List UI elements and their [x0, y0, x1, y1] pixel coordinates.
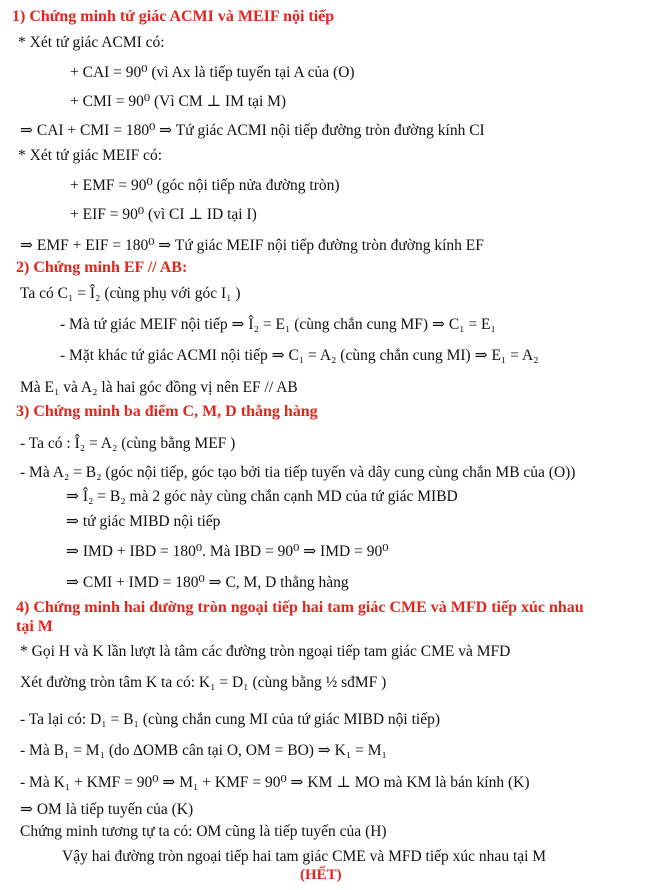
- text-line: * Xét tứ giác MEIF có:: [18, 147, 162, 164]
- section-3-heading: 3) Chứng minh ba điểm C, M, D thẳng hàng: [16, 403, 318, 420]
- text-line: Ta có C₁ = Î₂ (cùng phụ với góc I₁ ): [20, 285, 241, 302]
- section-1-heading: 1) Chứng minh tứ giác ACMI và MEIF nội tiếp: [12, 8, 335, 25]
- text-line: ⇒ CAI + CMI = 180⁰ ⇒ Tứ giác ACMI nội tiếp đường tròn đường kính CI: [20, 122, 485, 139]
- text-line: * Gọi H và K lần lượt là tâm các đường tròn ngoại tiếp tam giác CME và MFD: [20, 643, 511, 660]
- end-marker: (HẾT): [300, 867, 342, 883]
- text-line: + EMF = 90⁰ (góc nội tiếp nửa đường tròn): [70, 177, 340, 194]
- text-line: - Ta có : Î₂ = A₂ (cùng bằng MEF ): [20, 435, 236, 452]
- text-line: ⇒ tứ giác MIBD nội tiếp: [66, 513, 221, 530]
- text-line: ⇒ Î₂ = B₂ mà 2 góc này cùng chắn cạnh MD của tứ giác MIBD: [66, 488, 458, 505]
- text-line: * Xét tứ giác ACMI có:: [18, 34, 165, 51]
- conclusion-line: Vậy hai đường tròn ngoại tiếp hai tam giác CME và MFD tiếp xúc nhau tại M: [62, 848, 547, 865]
- text-line: ⇒ CMI + IMD = 180⁰ ⇒ C, M, D thẳng hàng: [66, 574, 349, 591]
- text-line: ⇒ IMD + IBD = 180⁰. Mà IBD = 90⁰ ⇒ IMD = 90⁰: [66, 543, 389, 560]
- text-line: ⇒ EMF + EIF = 180⁰ ⇒ Tứ giác MEIF nội tiếp đường tròn đường kính EF: [20, 237, 484, 254]
- section-4-heading: 4) Chứng minh hai đường tròn ngoại tiếp hai tam giác CME và MFD tiếp xúc nhau: [16, 599, 584, 616]
- text-line: - Mà K₁ + KMF = 90⁰ ⇒ M₁ + KMF = 90⁰ ⇒ KM ⊥ MO mà KM là bán kính (K): [20, 774, 530, 791]
- text-line: Xét đường tròn tâm K ta có: K₁ = D₁ (cùng bằng ½ sđMF ): [20, 674, 387, 691]
- text-line: - Mà B₁ = M₁ (do ∆OMB cân tại O, OM = BO) ⇒ K₁ = M₁: [20, 742, 387, 759]
- text-line: + CAI = 90⁰ (vì Ax là tiếp tuyến tại A của (O): [70, 64, 355, 81]
- text-line: Mà E₁ và A₂ là hai góc đồng vị nên EF // AB: [20, 379, 298, 396]
- section-4-heading-cont: tại M: [16, 618, 53, 635]
- text-line: - Ta lại có: D₁ = B₁ (cùng chắn cung MI của tứ giác MIBD nội tiếp): [20, 711, 440, 728]
- text-line: Chứng minh tương tự ta có: OM cũng là tiếp tuyến của (H): [20, 823, 387, 840]
- text-line: - Mà A₂ = B₂ (góc nội tiếp, góc tạo bởi tia tiếp tuyến và dây cung cùng chắn MB của (O)): [20, 464, 576, 481]
- text-line: - Mặt khác tứ giác ACMI nội tiếp ⇒ C₁ = A₂ (cùng chắn cung MI) ⇒ E₁ = A₂: [60, 347, 539, 364]
- text-line: - Mà tứ giác MEIF nội tiếp ⇒ Î₂ = E₁ (cùng chắn cung MF) ⇒ C₁ = E₁: [60, 316, 496, 333]
- text-line: ⇒ OM là tiếp tuyến của (K): [20, 801, 194, 818]
- text-line: + CMI = 90⁰ (Vì CM ⊥ IM tại M): [70, 93, 287, 110]
- section-2-heading: 2) Chứng minh EF // AB:: [16, 259, 188, 276]
- text-line: + EIF = 90⁰ (vì CI ⊥ ID tại I): [70, 206, 257, 223]
